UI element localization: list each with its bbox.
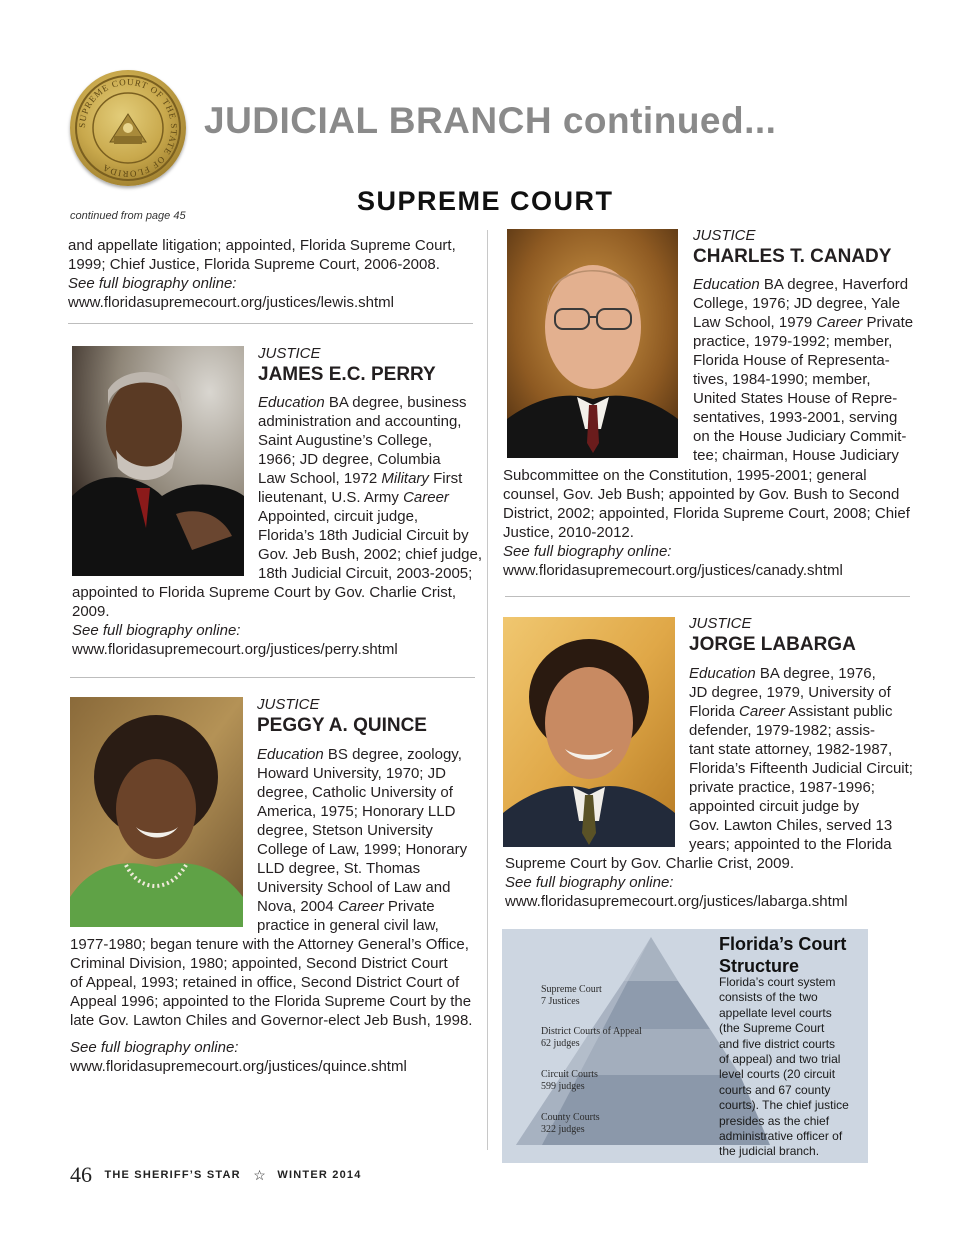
canady-kicker: JUSTICE — [693, 227, 756, 244]
perry-bio-line: Education BA degree, business — [258, 394, 467, 411]
canady-bio-line: Florida House of Representa- — [693, 352, 890, 369]
page-footer — [70, 1162, 362, 1188]
quince-bio-line: College of Law, 1999; Honorary — [257, 841, 468, 858]
labarga-bio-line: Florida Career Assistant public — [689, 703, 893, 720]
quince-bio-line: University School of Law and — [257, 879, 451, 896]
continued-note: continued from page 45 — [70, 210, 186, 222]
labarga-bio-line: JD degree, 1979, University of — [689, 684, 891, 701]
canady-bio-line: sentatives, 1993-2001, serving — [693, 409, 898, 426]
page-number: 46 — [70, 1162, 92, 1187]
desc-line: presides as the chief — [719, 1113, 830, 1128]
quince-bio-line: Criminal Division, 1980; appointed, Second District Court — [70, 955, 448, 972]
perry-photo — [72, 346, 244, 576]
canady-see-more: See full biography online: — [503, 543, 672, 560]
labarga-bio-line: Gov. Lawton Chiles, served 13 — [689, 817, 893, 834]
quince-see-more: See full biography online: — [70, 1039, 239, 1056]
labarga-photo — [503, 617, 675, 847]
court-structure-title-line: Structure — [719, 956, 800, 976]
page-title: JUDICIAL BRANCH continued... — [204, 100, 777, 141]
perry-bio-line: appointed to Florida Supreme Court by Gov. Charlie Crist, — [72, 584, 457, 601]
perry-bio-line: 18th Judicial Circuit, 2003-2005; — [258, 565, 473, 582]
perry-bio-line: Gov. Jeb Bush, 2002; chief judge, — [258, 546, 483, 563]
quince-bio-line: late Gov. Lawton Chiles and Governor-elect Jeb Bush, 1998. — [70, 1012, 473, 1029]
seal-text: SUPREME COURT OF THE STATE OF FLORIDA — [76, 76, 180, 180]
section-title: SUPREME COURT — [357, 186, 614, 216]
labarga-bio — [689, 664, 913, 854]
quince-bio — [257, 745, 467, 935]
perry-bio-line: Florida’s 18th Judicial Circuit by — [258, 527, 469, 544]
perry-bio-line: 2009. — [72, 603, 110, 620]
labarga-bio-line: Supreme Court by Gov. Charlie Crist, 2009. — [505, 855, 795, 872]
tier-court: District Courts of Appeal — [541, 1026, 642, 1037]
canady-bio-line: tee; chairman, House Judiciary — [693, 447, 899, 464]
canady-bio-wide — [503, 466, 910, 580]
quince-bio-line: Appeal 1996; appointed to the Florida Supreme Court by the — [70, 993, 472, 1010]
desc-line: administrative officer of — [719, 1129, 843, 1144]
publication-name: THE SHERIFF’S STAR — [104, 1169, 241, 1181]
tier-court: Supreme Court — [541, 984, 602, 995]
labarga-url-link[interactable]: www.floridasupremecourt.org/justices/labarga.shtml — [505, 893, 848, 910]
desc-line: Florida’s court system — [719, 975, 836, 989]
canady-bio-line: counsel, Gov. Jeb Bush; appointed by Gov. Bush to Second — [503, 486, 900, 503]
tier-count: 322 judges — [541, 1124, 585, 1135]
lewis-url-link[interactable]: www.floridasupremecourt.org/justices/lewis.shtml — [68, 294, 394, 311]
court-structure-description — [719, 975, 849, 1160]
canady-bio-line: tives, 1984-1990; member, — [693, 371, 871, 388]
quince-url-link[interactable]: www.floridasupremecourt.org/justices/quince.shtml — [70, 1058, 407, 1075]
perry-bio-wide — [72, 583, 456, 659]
desc-line: level courts (20 circuit — [719, 1067, 836, 1082]
divider-rule — [505, 596, 910, 597]
quince-bio-line: Howard University, 1970; JD — [257, 765, 446, 782]
quince-bio-line: degree, Stetson University — [257, 822, 433, 839]
desc-line: (the Supreme Court — [719, 1021, 825, 1036]
labarga-bio-line: private practice, 1987-1996; — [689, 779, 875, 796]
desc-line: courts and 67 county — [719, 1082, 831, 1097]
tier-label-supreme — [541, 984, 602, 1008]
column-divider — [487, 230, 488, 1150]
desc-line: of appeal) and two trial — [719, 1052, 841, 1067]
labarga-bio-line: Florida’s Fifteenth Judicial Circuit; — [689, 760, 913, 777]
desc-line: appellate level courts — [719, 1005, 832, 1020]
canady-bio-line: Subcommittee on the Constitution, 1995-2001; general — [503, 467, 867, 484]
perry-bio-line: Appointed, circuit judge, — [258, 508, 419, 525]
tier-label-county — [541, 1112, 600, 1136]
labarga-name: JORGE LABARGA — [689, 634, 856, 655]
tier-label-circuit — [541, 1069, 598, 1093]
quince-bio-line: practice in general civil law, — [257, 917, 439, 934]
desc-line: consists of the two — [719, 990, 818, 1005]
desc-line: the judicial branch. — [719, 1144, 820, 1159]
quince-kicker: JUSTICE — [257, 696, 320, 713]
quince-bio-line: Nova, 2004 Career Private — [257, 898, 435, 915]
desc-line: courts). The chief justice — [719, 1098, 849, 1113]
perry-bio-line: Law School, 1972 Military First — [258, 470, 463, 487]
perry-kicker: JUSTICE — [258, 345, 321, 362]
perry-see-more: See full biography online: — [72, 622, 241, 639]
pyramid-tier-supreme — [624, 937, 678, 981]
perry-bio-line: lieutenant, U.S. Army Career — [258, 489, 449, 506]
canady-name: CHARLES T. CANADY — [693, 246, 892, 267]
perry-bio-line: administration and accounting, — [258, 413, 462, 430]
quince-bio-line: Education BS degree, zoology, — [257, 746, 462, 763]
labarga-bio-line: appointed circuit judge by — [689, 798, 860, 815]
canady-bio-line: College, 1976; JD degree, Yale — [693, 295, 901, 312]
perry-bio-line: 1966; JD degree, Columbia — [258, 451, 441, 468]
lewis-line: 1999; Chief Justice, Florida Supreme Court, 2006-2008. — [68, 256, 440, 273]
quince-photo — [70, 697, 243, 927]
lewis-line: and appellate litigation; appointed, Florida Supreme Court, — [68, 237, 456, 254]
quince-bio-line: America, 1975; Honorary LLD — [257, 803, 456, 820]
divider-rule — [70, 677, 475, 678]
perry-name: JAMES E.C. PERRY — [258, 364, 436, 385]
canady-bio-line: Law School, 1979 Career Private — [693, 314, 914, 331]
lewis-bio-continued — [68, 236, 456, 312]
perry-bio-line: Saint Augustine’s College, — [258, 432, 433, 449]
lewis-see-more: See full biography online: — [68, 275, 237, 292]
tier-count: 599 judges — [541, 1081, 585, 1092]
quince-bio-wide — [70, 935, 472, 1076]
labarga-bio-wide — [505, 854, 848, 911]
perry-url-link[interactable]: www.floridasupremecourt.org/justices/perry.shtml — [72, 641, 398, 658]
canady-photo — [507, 229, 678, 458]
tier-label-district — [541, 1026, 642, 1050]
quince-bio-line: 1977-1980; began tenure with the Attorney General’s Office, — [70, 936, 469, 953]
labarga-kicker: JUSTICE — [689, 615, 752, 632]
canady-bio-line: Education BA degree, Haverford — [693, 276, 909, 293]
canady-bio-line: Justice, 2010-2012. — [503, 524, 634, 541]
labarga-bio-line: defender, 1979-1982; assis- — [689, 722, 875, 739]
canady-bio-line: District, 2002; appointed, Florida Supreme Court, 2008; Chief — [503, 505, 910, 522]
quince-bio-line: of Appeal, 1993; retained in office, Second District Court of — [70, 974, 460, 991]
star-icon: ☆ — [253, 1166, 267, 1183]
canady-bio — [693, 275, 913, 465]
seal-emblem — [70, 70, 186, 186]
canady-bio-line: practice, 1979-1992; member, — [693, 333, 893, 350]
labarga-bio-line: Education BA degree, 1976, — [689, 665, 876, 682]
quince-bio-line: degree, Catholic University of — [257, 784, 453, 801]
canady-bio-line: on the House Judiciary Commit- — [693, 428, 907, 445]
court-structure-title-line: Florida’s Court — [719, 934, 847, 954]
divider-rule — [68, 323, 473, 324]
quince-name: PEGGY A. QUINCE — [257, 715, 427, 736]
tier-court: Circuit Courts — [541, 1069, 598, 1080]
issue-date: WINTER 2014 — [277, 1169, 362, 1181]
labarga-bio-line: years; appointed to the Florida — [689, 836, 892, 853]
florida-supreme-court-seal — [70, 70, 186, 186]
tier-court: County Courts — [541, 1112, 600, 1123]
labarga-bio-line: tant state attorney, 1982-1987, — [689, 741, 893, 758]
perry-bio — [258, 393, 482, 583]
canady-url-link[interactable]: www.floridasupremecourt.org/justices/canady.shtml — [503, 562, 843, 579]
quince-bio-line: LLD degree, St. Thomas — [257, 860, 421, 877]
labarga-see-more: See full biography online: — [505, 874, 674, 891]
court-structure-title — [719, 933, 846, 977]
tier-count: 62 judges — [541, 1038, 580, 1049]
canady-bio-line: United States House of Repre- — [693, 390, 898, 407]
tier-count: 7 Justices — [541, 996, 580, 1007]
desc-line: and five district courts — [719, 1036, 836, 1051]
